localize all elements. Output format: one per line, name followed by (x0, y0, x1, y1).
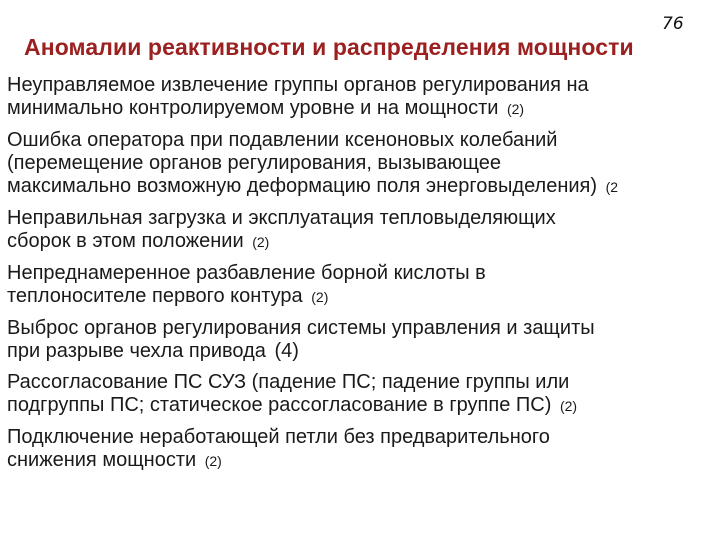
item-text-line: Подключение неработающей петли без предварительного (7, 426, 550, 448)
item-text-line: при разрыве чехла привода (7, 340, 266, 362)
item-reference: (2) (506, 101, 525, 117)
item-reference: (2) (559, 398, 578, 414)
page-number: 76 (662, 14, 684, 34)
item-text-line: теплоносителе первого контура (7, 285, 303, 307)
item-list (7, 74, 713, 481)
item-text-line: максимально возможную деформацию поля энерговыделения) (7, 175, 598, 197)
item-reference: (2 (605, 179, 619, 195)
item-text-line: сборок в этом положении (7, 230, 244, 252)
item-reference: (2) (252, 234, 270, 250)
list-item (7, 371, 713, 418)
item-reference: (2) (311, 289, 329, 305)
item-text-line: (перемещение органов регулирования, вызывающее (7, 152, 501, 174)
list-item (7, 129, 713, 199)
item-text-line: Непреднамеренное разбавление борной кислоты в (7, 262, 486, 284)
item-reference: (4) (274, 340, 299, 362)
item-text-line: Ошибка оператора при подавлении ксеноновых колебаний (7, 129, 558, 151)
list-item (7, 426, 713, 473)
item-text-line: Неуправляемое извлечение группы органов регулирования на (7, 74, 589, 96)
item-text-line: Рассогласование ПС СУЗ (падение ПС; падение группы или (7, 371, 570, 393)
list-item (7, 74, 713, 121)
list-item (7, 317, 713, 363)
item-text-line: Неправильная загрузка и эксплуатация тепловыделяющих (7, 207, 556, 229)
list-item (7, 207, 713, 254)
item-text-line: Выброс органов регулирования системы управления и защиты (7, 317, 595, 339)
list-item (7, 262, 713, 309)
item-text-line: подгруппы ПС; статическое рассогласование в группе ПС) (7, 394, 552, 416)
item-reference: (2) (204, 453, 222, 469)
item-text-line: снижения мощности (7, 449, 197, 471)
slide-title: Аномалии реактивности и распределения мощности (24, 34, 634, 60)
item-text-line: минимально контролируемом уровне и на мощности (7, 97, 499, 119)
